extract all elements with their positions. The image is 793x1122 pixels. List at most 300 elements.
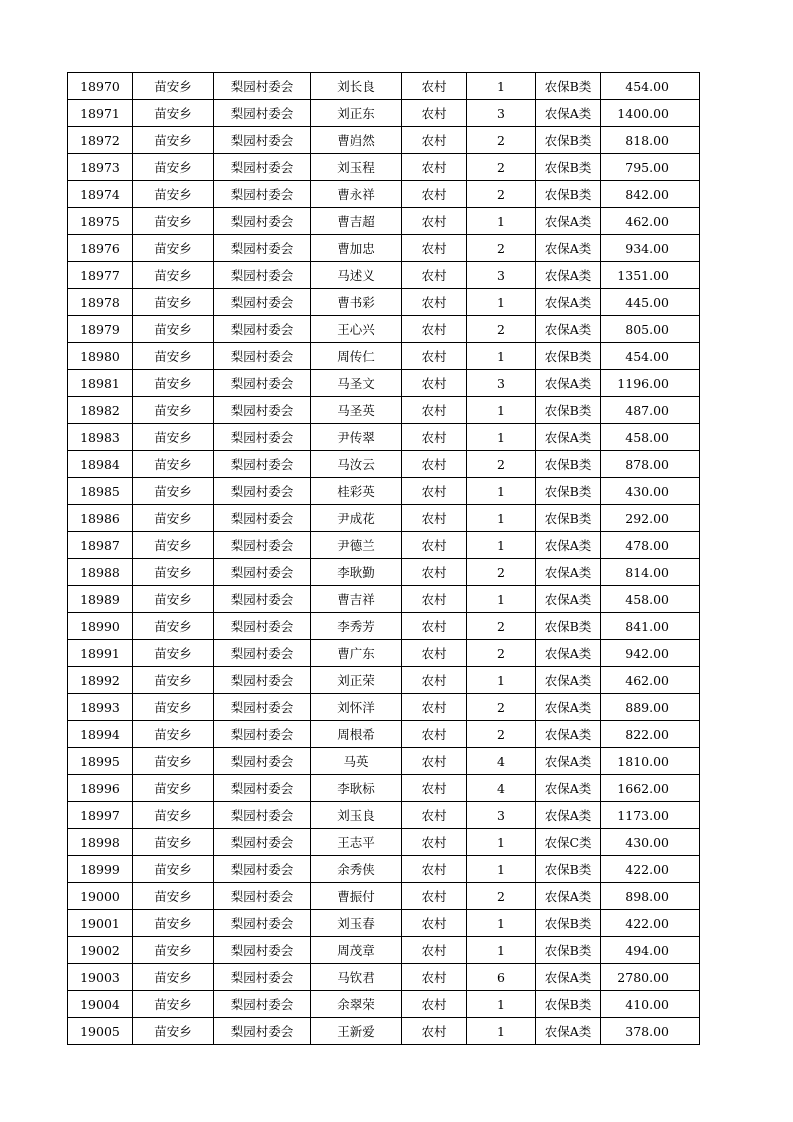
name-cell: 曹吉祥 xyxy=(311,586,402,613)
record-id-cell: 19002 xyxy=(68,937,133,964)
name-cell: 曹书彩 xyxy=(311,289,402,316)
table-row xyxy=(68,586,700,613)
township-cell: 苗安乡 xyxy=(133,289,214,316)
village-committee-cell: 梨园村委会 xyxy=(214,289,311,316)
insurance-category-cell: 农保B类 xyxy=(536,856,601,883)
township-cell: 苗安乡 xyxy=(133,127,214,154)
township-cell: 苗安乡 xyxy=(133,667,214,694)
amount-cell: 445.00 xyxy=(601,289,700,316)
township-cell: 苗安乡 xyxy=(133,451,214,478)
name-cell: 王新爱 xyxy=(311,1018,402,1045)
insurance-category-cell: 农保B类 xyxy=(536,397,601,424)
insurance-category-cell: 农保B类 xyxy=(536,613,601,640)
name-cell: 曹振付 xyxy=(311,883,402,910)
table-row xyxy=(68,397,700,424)
village-committee-cell: 梨园村委会 xyxy=(214,559,311,586)
village-committee-cell: 梨园村委会 xyxy=(214,694,311,721)
village-committee-cell: 梨园村委会 xyxy=(214,991,311,1018)
household-size-cell: 1 xyxy=(467,829,536,856)
village-committee-cell: 梨园村委会 xyxy=(214,154,311,181)
village-committee-cell: 梨园村委会 xyxy=(214,937,311,964)
table-row xyxy=(68,289,700,316)
record-id-cell: 18973 xyxy=(68,154,133,181)
table-row xyxy=(68,721,700,748)
table-row xyxy=(68,559,700,586)
insurance-category-cell: 农保B类 xyxy=(536,73,601,100)
household-size-cell: 2 xyxy=(467,181,536,208)
township-cell: 苗安乡 xyxy=(133,964,214,991)
name-cell: 尹成花 xyxy=(311,505,402,532)
record-id-cell: 18984 xyxy=(68,451,133,478)
village-committee-cell: 梨园村委会 xyxy=(214,127,311,154)
area-type-cell: 农村 xyxy=(402,370,467,397)
amount-cell: 422.00 xyxy=(601,856,700,883)
table-row xyxy=(68,370,700,397)
name-cell: 周根希 xyxy=(311,721,402,748)
name-cell: 周传仁 xyxy=(311,343,402,370)
insurance-category-cell: 农保B类 xyxy=(536,343,601,370)
table-row xyxy=(68,127,700,154)
area-type-cell: 农村 xyxy=(402,694,467,721)
amount-cell: 422.00 xyxy=(601,910,700,937)
amount-cell: 878.00 xyxy=(601,451,700,478)
village-committee-cell: 梨园村委会 xyxy=(214,424,311,451)
amount-cell: 478.00 xyxy=(601,532,700,559)
township-cell: 苗安乡 xyxy=(133,775,214,802)
household-size-cell: 1 xyxy=(467,478,536,505)
amount-cell: 898.00 xyxy=(601,883,700,910)
amount-cell: 934.00 xyxy=(601,235,700,262)
record-id-cell: 18983 xyxy=(68,424,133,451)
household-size-cell: 1 xyxy=(467,289,536,316)
household-size-cell: 2 xyxy=(467,316,536,343)
household-size-cell: 6 xyxy=(467,964,536,991)
household-size-cell: 2 xyxy=(467,721,536,748)
area-type-cell: 农村 xyxy=(402,667,467,694)
village-committee-cell: 梨园村委会 xyxy=(214,100,311,127)
table-row xyxy=(68,748,700,775)
insurance-category-cell: 农保B类 xyxy=(536,154,601,181)
township-cell: 苗安乡 xyxy=(133,856,214,883)
record-id-cell: 18996 xyxy=(68,775,133,802)
township-cell: 苗安乡 xyxy=(133,694,214,721)
township-cell: 苗安乡 xyxy=(133,235,214,262)
township-cell: 苗安乡 xyxy=(133,73,214,100)
household-size-cell: 3 xyxy=(467,262,536,289)
name-cell: 曹永祥 xyxy=(311,181,402,208)
township-cell: 苗安乡 xyxy=(133,505,214,532)
village-committee-cell: 梨园村委会 xyxy=(214,802,311,829)
name-cell: 曹岿然 xyxy=(311,127,402,154)
name-cell: 桂彩英 xyxy=(311,478,402,505)
area-type-cell: 农村 xyxy=(402,910,467,937)
table-row xyxy=(68,1018,700,1045)
insurance-category-cell: 农保C类 xyxy=(536,829,601,856)
area-type-cell: 农村 xyxy=(402,991,467,1018)
amount-cell: 454.00 xyxy=(601,73,700,100)
household-size-cell: 2 xyxy=(467,154,536,181)
area-type-cell: 农村 xyxy=(402,640,467,667)
table-row xyxy=(68,424,700,451)
village-committee-cell: 梨园村委会 xyxy=(214,640,311,667)
insurance-category-cell: 农保A类 xyxy=(536,559,601,586)
amount-cell: 1662.00 xyxy=(601,775,700,802)
amount-cell: 410.00 xyxy=(601,991,700,1018)
household-size-cell: 2 xyxy=(467,559,536,586)
household-size-cell: 1 xyxy=(467,910,536,937)
amount-cell: 805.00 xyxy=(601,316,700,343)
insurance-category-cell: 农保A类 xyxy=(536,721,601,748)
area-type-cell: 农村 xyxy=(402,316,467,343)
table-row xyxy=(68,208,700,235)
area-type-cell: 农村 xyxy=(402,505,467,532)
name-cell: 李耿标 xyxy=(311,775,402,802)
insurance-category-cell: 农保A类 xyxy=(536,964,601,991)
name-cell: 曹加忠 xyxy=(311,235,402,262)
name-cell: 余秀侠 xyxy=(311,856,402,883)
household-size-cell: 2 xyxy=(467,640,536,667)
insurance-category-cell: 农保A类 xyxy=(536,694,601,721)
township-cell: 苗安乡 xyxy=(133,370,214,397)
table-row xyxy=(68,343,700,370)
township-cell: 苗安乡 xyxy=(133,883,214,910)
village-committee-cell: 梨园村委会 xyxy=(214,181,311,208)
record-id-cell: 18991 xyxy=(68,640,133,667)
area-type-cell: 农村 xyxy=(402,424,467,451)
insurance-category-cell: 农保A类 xyxy=(536,532,601,559)
table-row xyxy=(68,856,700,883)
household-size-cell: 1 xyxy=(467,208,536,235)
household-size-cell: 2 xyxy=(467,883,536,910)
area-type-cell: 农村 xyxy=(402,856,467,883)
amount-cell: 462.00 xyxy=(601,667,700,694)
record-id-cell: 18985 xyxy=(68,478,133,505)
insurance-category-cell: 农保B类 xyxy=(536,505,601,532)
household-size-cell: 1 xyxy=(467,991,536,1018)
area-type-cell: 农村 xyxy=(402,343,467,370)
table-row xyxy=(68,235,700,262)
amount-cell: 842.00 xyxy=(601,181,700,208)
insurance-category-cell: 农保B类 xyxy=(536,991,601,1018)
amount-cell: 1351.00 xyxy=(601,262,700,289)
area-type-cell: 农村 xyxy=(402,937,467,964)
insurance-category-cell: 农保B类 xyxy=(536,127,601,154)
household-size-cell: 3 xyxy=(467,802,536,829)
name-cell: 刘正荣 xyxy=(311,667,402,694)
record-id-cell: 18992 xyxy=(68,667,133,694)
name-cell: 刘怀洋 xyxy=(311,694,402,721)
household-size-cell: 2 xyxy=(467,127,536,154)
amount-cell: 430.00 xyxy=(601,478,700,505)
household-size-cell: 2 xyxy=(467,613,536,640)
area-type-cell: 农村 xyxy=(402,532,467,559)
area-type-cell: 农村 xyxy=(402,883,467,910)
table-row xyxy=(68,802,700,829)
household-size-cell: 1 xyxy=(467,424,536,451)
name-cell: 李秀芳 xyxy=(311,613,402,640)
village-committee-cell: 梨园村委会 xyxy=(214,856,311,883)
amount-cell: 822.00 xyxy=(601,721,700,748)
record-id-cell: 18972 xyxy=(68,127,133,154)
record-id-cell: 18998 xyxy=(68,829,133,856)
village-committee-cell: 梨园村委会 xyxy=(214,667,311,694)
table-row xyxy=(68,100,700,127)
record-id-cell: 18975 xyxy=(68,208,133,235)
insurance-category-cell: 农保A类 xyxy=(536,316,601,343)
area-type-cell: 农村 xyxy=(402,775,467,802)
household-size-cell: 2 xyxy=(467,451,536,478)
table-row xyxy=(68,613,700,640)
area-type-cell: 农村 xyxy=(402,478,467,505)
household-size-cell: 1 xyxy=(467,343,536,370)
township-cell: 苗安乡 xyxy=(133,478,214,505)
insurance-category-cell: 农保A类 xyxy=(536,235,601,262)
township-cell: 苗安乡 xyxy=(133,316,214,343)
village-committee-cell: 梨园村委会 xyxy=(214,397,311,424)
township-cell: 苗安乡 xyxy=(133,586,214,613)
village-committee-cell: 梨园村委会 xyxy=(214,235,311,262)
insurance-category-cell: 农保A类 xyxy=(536,289,601,316)
name-cell: 尹德兰 xyxy=(311,532,402,559)
insurance-category-cell: 农保A类 xyxy=(536,640,601,667)
township-cell: 苗安乡 xyxy=(133,640,214,667)
area-type-cell: 农村 xyxy=(402,73,467,100)
village-committee-cell: 梨园村委会 xyxy=(214,586,311,613)
insurance-category-cell: 农保A类 xyxy=(536,1018,601,1045)
record-id-cell: 19003 xyxy=(68,964,133,991)
name-cell: 尹传翠 xyxy=(311,424,402,451)
table-row xyxy=(68,910,700,937)
household-size-cell: 1 xyxy=(467,73,536,100)
village-committee-cell: 梨园村委会 xyxy=(214,262,311,289)
name-cell: 马述义 xyxy=(311,262,402,289)
record-id-cell: 18980 xyxy=(68,343,133,370)
township-cell: 苗安乡 xyxy=(133,397,214,424)
household-size-cell: 1 xyxy=(467,1018,536,1045)
village-committee-cell: 梨园村委会 xyxy=(214,505,311,532)
table-row xyxy=(68,694,700,721)
record-id-cell: 18995 xyxy=(68,748,133,775)
village-committee-cell: 梨园村委会 xyxy=(214,775,311,802)
area-type-cell: 农村 xyxy=(402,586,467,613)
record-id-cell: 18981 xyxy=(68,370,133,397)
insurance-category-cell: 农保B类 xyxy=(536,937,601,964)
village-committee-cell: 梨园村委会 xyxy=(214,748,311,775)
insurance-category-cell: 农保A类 xyxy=(536,775,601,802)
village-committee-cell: 梨园村委会 xyxy=(214,343,311,370)
area-type-cell: 农村 xyxy=(402,721,467,748)
area-type-cell: 农村 xyxy=(402,208,467,235)
name-cell: 王心兴 xyxy=(311,316,402,343)
table-row xyxy=(68,640,700,667)
table-row xyxy=(68,937,700,964)
amount-cell: 814.00 xyxy=(601,559,700,586)
insurance-category-cell: 农保A类 xyxy=(536,424,601,451)
amount-cell: 458.00 xyxy=(601,424,700,451)
insurance-category-cell: 农保A类 xyxy=(536,262,601,289)
village-committee-cell: 梨园村委会 xyxy=(214,73,311,100)
record-id-cell: 18997 xyxy=(68,802,133,829)
record-id-cell: 18993 xyxy=(68,694,133,721)
table-row xyxy=(68,667,700,694)
name-cell: 马英 xyxy=(311,748,402,775)
insurance-category-cell: 农保B类 xyxy=(536,181,601,208)
village-committee-cell: 梨园村委会 xyxy=(214,910,311,937)
village-committee-cell: 梨园村委会 xyxy=(214,478,311,505)
name-cell: 曹吉超 xyxy=(311,208,402,235)
household-size-cell: 3 xyxy=(467,370,536,397)
table-row xyxy=(68,451,700,478)
area-type-cell: 农村 xyxy=(402,154,467,181)
village-committee-cell: 梨园村委会 xyxy=(214,208,311,235)
area-type-cell: 农村 xyxy=(402,451,467,478)
household-size-cell: 1 xyxy=(467,667,536,694)
area-type-cell: 农村 xyxy=(402,397,467,424)
area-type-cell: 农村 xyxy=(402,613,467,640)
township-cell: 苗安乡 xyxy=(133,1018,214,1045)
table-row xyxy=(68,262,700,289)
area-type-cell: 农村 xyxy=(402,1018,467,1045)
record-id-cell: 18982 xyxy=(68,397,133,424)
insurance-category-cell: 农保A类 xyxy=(536,667,601,694)
area-type-cell: 农村 xyxy=(402,802,467,829)
record-id-cell: 18976 xyxy=(68,235,133,262)
township-cell: 苗安乡 xyxy=(133,559,214,586)
name-cell: 曹广东 xyxy=(311,640,402,667)
household-size-cell: 3 xyxy=(467,100,536,127)
insurance-category-cell: 农保B类 xyxy=(536,910,601,937)
township-cell: 苗安乡 xyxy=(133,613,214,640)
table-row xyxy=(68,883,700,910)
name-cell: 马汝云 xyxy=(311,451,402,478)
township-cell: 苗安乡 xyxy=(133,991,214,1018)
roster-body xyxy=(68,73,700,1045)
insurance-category-cell: 农保A类 xyxy=(536,208,601,235)
amount-cell: 889.00 xyxy=(601,694,700,721)
name-cell: 周茂章 xyxy=(311,937,402,964)
insurance-category-cell: 农保A类 xyxy=(536,883,601,910)
village-committee-cell: 梨园村委会 xyxy=(214,370,311,397)
household-size-cell: 1 xyxy=(467,937,536,964)
household-size-cell: 1 xyxy=(467,856,536,883)
township-cell: 苗安乡 xyxy=(133,802,214,829)
household-size-cell: 4 xyxy=(467,775,536,802)
amount-cell: 487.00 xyxy=(601,397,700,424)
roster-table xyxy=(67,72,700,1045)
village-committee-cell: 梨园村委会 xyxy=(214,721,311,748)
village-committee-cell: 梨园村委会 xyxy=(214,1018,311,1045)
amount-cell: 1810.00 xyxy=(601,748,700,775)
record-id-cell: 18978 xyxy=(68,289,133,316)
township-cell: 苗安乡 xyxy=(133,829,214,856)
name-cell: 刘玉春 xyxy=(311,910,402,937)
amount-cell: 462.00 xyxy=(601,208,700,235)
village-committee-cell: 梨园村委会 xyxy=(214,613,311,640)
name-cell: 李耿勤 xyxy=(311,559,402,586)
amount-cell: 1173.00 xyxy=(601,802,700,829)
name-cell: 马圣英 xyxy=(311,397,402,424)
insurance-category-cell: 农保B类 xyxy=(536,451,601,478)
record-id-cell: 18974 xyxy=(68,181,133,208)
table-row xyxy=(68,964,700,991)
name-cell: 刘长良 xyxy=(311,73,402,100)
record-id-cell: 18989 xyxy=(68,586,133,613)
township-cell: 苗安乡 xyxy=(133,424,214,451)
table-row xyxy=(68,991,700,1018)
township-cell: 苗安乡 xyxy=(133,721,214,748)
insurance-category-cell: 农保A类 xyxy=(536,586,601,613)
name-cell: 马钦君 xyxy=(311,964,402,991)
township-cell: 苗安乡 xyxy=(133,532,214,559)
table-row xyxy=(68,478,700,505)
insurance-category-cell: 农保A类 xyxy=(536,370,601,397)
area-type-cell: 农村 xyxy=(402,964,467,991)
insurance-category-cell: 农保B类 xyxy=(536,478,601,505)
amount-cell: 458.00 xyxy=(601,586,700,613)
table-row xyxy=(68,73,700,100)
table-row xyxy=(68,505,700,532)
amount-cell: 292.00 xyxy=(601,505,700,532)
record-id-cell: 19001 xyxy=(68,910,133,937)
record-id-cell: 18986 xyxy=(68,505,133,532)
record-id-cell: 18977 xyxy=(68,262,133,289)
amount-cell: 378.00 xyxy=(601,1018,700,1045)
amount-cell: 1400.00 xyxy=(601,100,700,127)
township-cell: 苗安乡 xyxy=(133,910,214,937)
amount-cell: 795.00 xyxy=(601,154,700,181)
village-committee-cell: 梨园村委会 xyxy=(214,532,311,559)
township-cell: 苗安乡 xyxy=(133,343,214,370)
area-type-cell: 农村 xyxy=(402,235,467,262)
area-type-cell: 农村 xyxy=(402,181,467,208)
table-row xyxy=(68,316,700,343)
record-id-cell: 18994 xyxy=(68,721,133,748)
village-committee-cell: 梨园村委会 xyxy=(214,964,311,991)
record-id-cell: 18988 xyxy=(68,559,133,586)
insurance-category-cell: 农保A类 xyxy=(536,100,601,127)
township-cell: 苗安乡 xyxy=(133,181,214,208)
name-cell: 马圣文 xyxy=(311,370,402,397)
area-type-cell: 农村 xyxy=(402,289,467,316)
table-row xyxy=(68,829,700,856)
record-id-cell: 18979 xyxy=(68,316,133,343)
table-row xyxy=(68,532,700,559)
record-id-cell: 19000 xyxy=(68,883,133,910)
name-cell: 刘正东 xyxy=(311,100,402,127)
township-cell: 苗安乡 xyxy=(133,262,214,289)
township-cell: 苗安乡 xyxy=(133,100,214,127)
name-cell: 刘玉程 xyxy=(311,154,402,181)
household-size-cell: 2 xyxy=(467,694,536,721)
area-type-cell: 农村 xyxy=(402,262,467,289)
township-cell: 苗安乡 xyxy=(133,748,214,775)
household-size-cell: 1 xyxy=(467,505,536,532)
insurance-category-cell: 农保A类 xyxy=(536,802,601,829)
table-row xyxy=(68,775,700,802)
amount-cell: 2780.00 xyxy=(601,964,700,991)
amount-cell: 942.00 xyxy=(601,640,700,667)
record-id-cell: 19005 xyxy=(68,1018,133,1045)
township-cell: 苗安乡 xyxy=(133,208,214,235)
village-committee-cell: 梨园村委会 xyxy=(214,829,311,856)
township-cell: 苗安乡 xyxy=(133,937,214,964)
record-id-cell: 18971 xyxy=(68,100,133,127)
village-committee-cell: 梨园村委会 xyxy=(214,316,311,343)
area-type-cell: 农村 xyxy=(402,100,467,127)
record-id-cell: 19004 xyxy=(68,991,133,1018)
village-committee-cell: 梨园村委会 xyxy=(214,883,311,910)
amount-cell: 494.00 xyxy=(601,937,700,964)
